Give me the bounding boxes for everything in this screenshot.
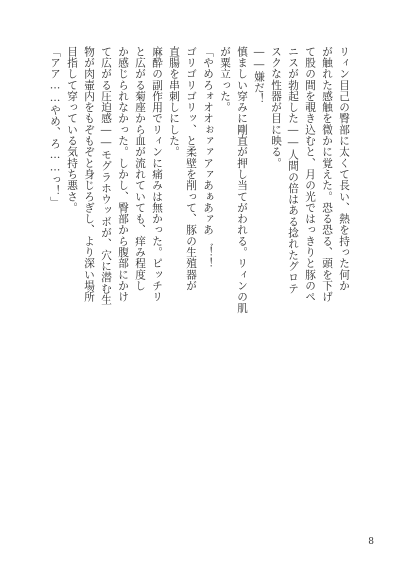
text-column: が触れた感触を微かに覚えた。恐る恐る、頭を下げ [321,46,333,303]
text-column: か感じられなかった。しかし、臀部から腹部にかけ [117,46,129,303]
text-column: 「アア……やめ、ろ……っ！」 [49,46,61,208]
text-column: 「やめろォオオぉァァアァあぁあァあ゛！！ [202,46,214,269]
page-number: 8 [368,537,374,547]
text-column: と広がる菊座から血が流れていても、痒み程度し [134,46,146,292]
text-column: 麻酔の副作用でリィンに痛みは無かった。ピッチリ [151,46,163,303]
text-column: ――嫌だ！ [253,46,265,105]
text-column: スクな性器が目に映る。 [270,46,282,169]
text-column: て広がる圧迫感――モグラホウッボが、穴に潜む生 [100,46,112,306]
text-column: が粟立った。 [219,46,231,113]
text-column: 慎ましい穿みに剛直が押し当てがわれる。リィンの肌 [236,46,248,314]
text-column: ゴリゴリゴリッ、と柔壁を削って、豚の生殖器が [185,46,197,292]
text-column: 直腸を串刺しにした。 [168,46,180,158]
text-column: 物が肉壷内をもぞもぞと身じろぎし、より深い場所 [83,46,95,303]
text-column: リィン目己の臀部に太くて長い、熱を持った何か [338,46,350,292]
text-column: 目指して穿っている気持ち悪さ。 [66,46,78,214]
text-column: て股の間を覗き込むと、月の光ではっきりと豚のペ [304,46,316,303]
text-column: ニスが勃起した――人間の倍はある捻れたグロテ [287,46,299,295]
